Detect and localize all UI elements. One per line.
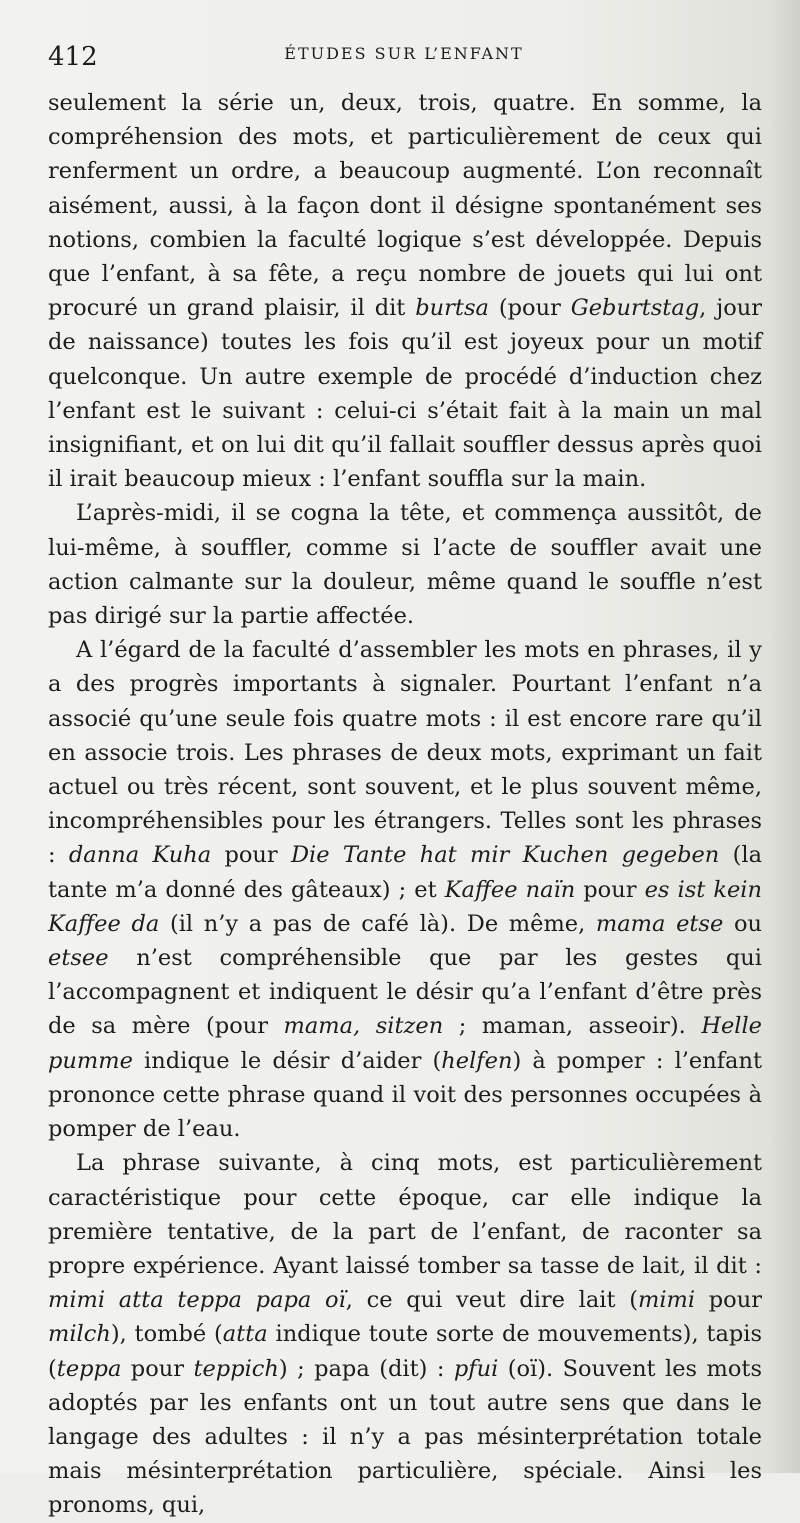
text-run: (la tante m’a donné des gâteaux) ; et: [48, 842, 762, 903]
italic-term: mama etse: [595, 910, 724, 937]
text-run: , ce qui veut dire lait (: [345, 1287, 638, 1314]
italic-term: Helle pumme: [48, 1013, 762, 1074]
italic-term: burtsa: [415, 295, 489, 322]
italic-term: Die Tante hat mir Kuchen gegeben: [291, 842, 720, 869]
italic-term: es ist kein Kaffee da: [48, 876, 762, 937]
text-run: ) ; papa (dit) :: [278, 1355, 454, 1382]
running-head: [48, 40, 760, 80]
text-run: pour: [211, 842, 291, 869]
text-run: L’après-midi, il se cogna la tête, et commença aussitôt, de lui-même, à souffler, comme si l’acte de souffler avait une action calmante sur la douleur, même quand le souffle n’est pas dirigé sur la partie affectée.: [48, 500, 762, 630]
text-run: n’est compréhensible que par les gestes qui l’accompagnent et indiquent le désir qu’a l’enfant d’être près de sa mère (pour: [48, 945, 762, 1040]
text-run: (oï). Souvent les mots adoptés par les enfants ont un tout autre sens que dans le langage des adultes : il n’y a pas mésinterprétation totale mais mésinterprétation particulière, spéciale. Ainsi les pronoms, qui,: [48, 1355, 762, 1519]
italic-term: helfen: [441, 1047, 513, 1074]
text-run: ou: [723, 910, 762, 937]
text-run: ) à pomper : l’enfant prononce cette phrase quand il voit des personnes occupées à pomper de l’eau.: [48, 1047, 762, 1143]
text-run: pour: [575, 876, 645, 903]
text-run: pour: [695, 1287, 762, 1314]
paragraph-3: [48, 633, 762, 1146]
running-title: ÉTUDES SUR L’ENFANT: [284, 44, 524, 63]
italic-term: milch: [48, 1321, 111, 1348]
text-run: La phrase suivante, à cinq mots, est particulièrement caractéristique pour cette époque, car elle indique la première tentative, de la part de l’enfant, de raconter sa propre expérience. Ayant laissé tomber sa tasse de lait, il dit :: [48, 1150, 762, 1279]
text-run: pour: [121, 1355, 194, 1382]
paragraph-1: [48, 86, 762, 496]
italic-term: danna Kuha: [68, 842, 212, 869]
italic-term: mimi: [638, 1287, 696, 1314]
italic-term: mama, sitzen: [283, 1013, 444, 1040]
italic-term: teppa: [56, 1355, 122, 1382]
body-text: [48, 86, 762, 1523]
italic-term: atta: [222, 1321, 268, 1348]
text-run: ; maman, asseoir).: [443, 1013, 702, 1040]
italic-term: teppich: [193, 1355, 279, 1382]
paragraph-4: [48, 1146, 762, 1522]
text-run: indique toute sorte de mouvements), tapis (: [48, 1321, 762, 1382]
italic-term: etsee: [48, 945, 109, 972]
paragraph-2: [48, 496, 762, 633]
italic-term: Geburtstag: [570, 295, 700, 322]
text-run: A l’égard de la faculté d’assembler les mots en phrases, il y a des progrès importants à signaler. Pourtant l’enfant n’a associé qu’une seule fois quatre mots : il est encore rare qu’il en associe trois. Les phrases de deux mots, exprimant un fait actuel ou très récent, sont souvent, et le plus souvent même, incompréhensibles pour les étrangers. Telles sont les phrases :: [48, 637, 762, 869]
text-run: (il n’y a pas de café là). De même,: [159, 910, 596, 937]
italic-term: mimi atta teppa papa oï: [48, 1287, 346, 1314]
text-run: (pour: [488, 295, 571, 322]
text-run: ), tombé (: [110, 1321, 223, 1348]
text-run: seulement la série un, deux, trois, quatre. En somme, la compréhension des mots, et particulièrement de ceux qui renferment un ordre, a beaucoup augmenté. L’on reconnaît aisément, aussi, à la façon dont il désigne spontanément ses notions, combien la faculté logique s’est développée. Depuis que l’enfant, à sa fête, a reçu nombre de jouets qui lui ont procuré un grand plaisir, il dit: [48, 90, 762, 322]
italic-term: Kaffee naïn: [444, 876, 576, 903]
page-number: 412: [48, 42, 98, 72]
text-run: indique le désir d’aider (: [132, 1047, 442, 1074]
italic-term: pfui: [453, 1355, 499, 1382]
text-run: , jour de naissance) toutes les fois qu’il est joyeux pour un motif quelconque. Un autre exemple de procédé d’induction chez l’enfant est le suivant : celui-ci s’était fait à la main un mal insignifiant, et on lui dit qu’il fallait souffler dessus après quoi il irait beaucoup mieux : l’enfant souffla sur la main.: [48, 295, 763, 493]
